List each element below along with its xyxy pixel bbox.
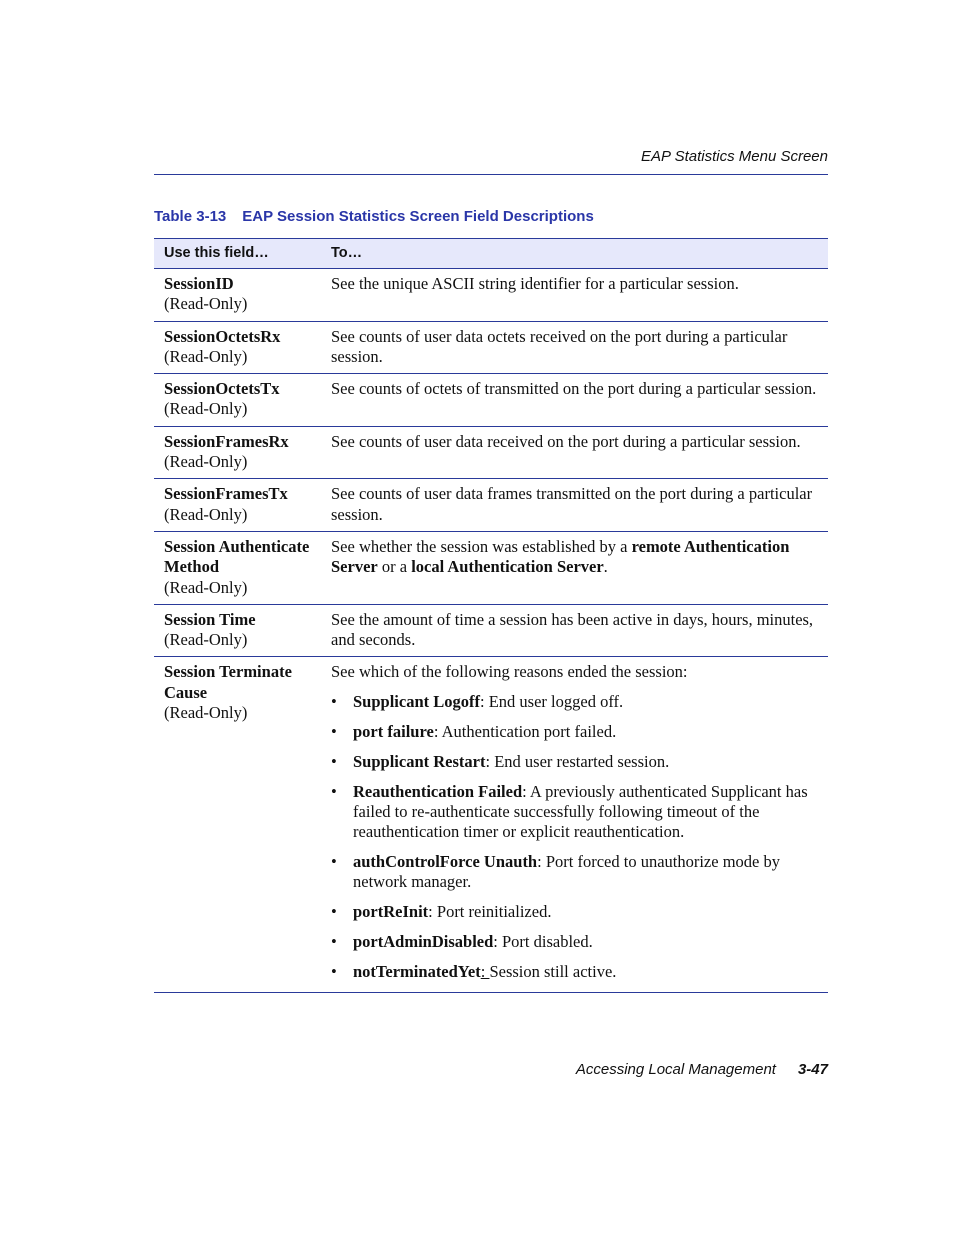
- cause-sep: :: [433, 722, 439, 742]
- read-only-note: (Read-Only): [164, 630, 248, 650]
- cause-text: Authentication port failed.: [438, 722, 617, 742]
- cause-text: Port reinitialized.: [432, 902, 552, 922]
- cause-text: A previously authenticated Supplicant has failed to re-authenticate successfully following timeout of the reauthentication timer or explicit reauthentication.: [353, 781, 808, 842]
- table-number: Table 3-13: [154, 208, 227, 225]
- cause-sep: :: [493, 931, 498, 951]
- field-cell: [154, 426, 322, 479]
- field-cell: [154, 321, 322, 374]
- cause-term: Supplicant Restart: [353, 751, 486, 771]
- field-descriptions-table: [154, 238, 828, 993]
- column-header-to: To…: [322, 239, 828, 269]
- list-item: [331, 852, 820, 893]
- list-item: [331, 902, 820, 922]
- table-row: [154, 479, 828, 532]
- cause-text: End user restarted session.: [490, 751, 670, 771]
- read-only-note: (Read-Only): [164, 504, 248, 524]
- cause-sep: :: [522, 781, 527, 801]
- table-row: [154, 657, 828, 993]
- description-cell: [322, 657, 828, 993]
- bullet-icon: •: [331, 692, 337, 712]
- bullet-icon: •: [331, 961, 337, 981]
- read-only-note: (Read-Only): [164, 577, 248, 597]
- description-cell: See counts of user data octets received on the port during a particular session.: [322, 321, 828, 374]
- desc-text: .: [603, 557, 608, 577]
- cause-sep: :: [537, 852, 542, 872]
- desc-text: See whether the session was established by a: [331, 536, 632, 556]
- read-only-note: (Read-Only): [164, 346, 248, 366]
- description-cell: See the unique ASCII string identifier for a particular session.: [322, 269, 828, 322]
- cause-term: Reauthentication Failed: [353, 781, 523, 801]
- cause-text: End user logged off.: [484, 692, 624, 712]
- list-item: [331, 962, 820, 982]
- read-only-note: (Read-Only): [164, 452, 248, 472]
- terminate-cause-list: [331, 692, 820, 982]
- field-name: Session Terminate Cause: [164, 662, 292, 702]
- cause-term: notTerminatedYet: [353, 961, 481, 981]
- field-cell: [154, 374, 322, 427]
- cause-sep: :: [480, 961, 490, 981]
- cause-term: Supplicant Logoff: [353, 692, 480, 712]
- table-row: [154, 321, 828, 374]
- read-only-note: (Read-Only): [164, 399, 248, 419]
- description-cell: See counts of user data received on the port during a particular session.: [322, 426, 828, 479]
- desc-text: or a: [377, 557, 412, 577]
- bullet-icon: •: [331, 902, 337, 922]
- cause-sep: :: [480, 692, 485, 712]
- cause-term: portAdminDisabled: [353, 931, 494, 951]
- field-name: SessionID: [164, 274, 234, 293]
- description-cell: See counts of user data frames transmitted on the port during a particular session.: [322, 479, 828, 532]
- cause-term: authControlForce Unauth: [353, 852, 538, 872]
- column-header-field: Use this field…: [154, 239, 322, 269]
- page-number: 3-47: [797, 1061, 828, 1078]
- bullet-icon: •: [331, 751, 337, 771]
- read-only-note: (Read-Only): [164, 294, 248, 314]
- description-cell: See the amount of time a session has been active in days, hours, minutes, and seconds.: [322, 604, 828, 657]
- cause-term: portReInit: [353, 902, 429, 922]
- list-item: [331, 722, 820, 742]
- table-row: [154, 531, 828, 604]
- field-name: Session Time: [164, 609, 256, 629]
- read-only-note: (Read-Only): [164, 703, 248, 723]
- bullet-icon: •: [331, 852, 337, 872]
- bullet-icon: •: [331, 722, 337, 742]
- field-name: Session Authenticate Method: [164, 536, 310, 577]
- running-header: EAP Statistics Menu Screen: [640, 148, 828, 165]
- header-rule: [154, 174, 828, 175]
- field-cell: [154, 604, 322, 657]
- table-row: [154, 374, 828, 427]
- desc-intro: See which of the following reasons ended the session:: [331, 662, 688, 682]
- field-cell: [154, 269, 322, 322]
- field-name: SessionFramesRx: [164, 431, 289, 451]
- table-row: [154, 426, 828, 479]
- desc-emphasis: local Authentication Server: [411, 557, 604, 577]
- list-item: [331, 932, 820, 952]
- list-item: [331, 752, 820, 772]
- description-cell: See counts of octets of transmitted on the port during a particular session.: [322, 374, 828, 427]
- field-name: SessionOctetsTx: [164, 379, 280, 399]
- field-name: SessionOctetsRx: [164, 326, 281, 346]
- cause-term: port failure: [353, 722, 434, 742]
- field-cell: [154, 657, 322, 993]
- cause-sep: :: [485, 751, 491, 771]
- table-caption: [154, 208, 594, 225]
- table-header-row: [154, 239, 828, 269]
- desc-emphasis: remote Authentication Server: [331, 536, 790, 577]
- table-row: [154, 269, 828, 322]
- cause-sep: :: [428, 902, 433, 922]
- footer-chapter: Accessing Local Management: [575, 1061, 776, 1078]
- table-title: EAP Session Statistics Screen Field Descriptions: [242, 208, 594, 225]
- cause-text: Session still active.: [489, 961, 617, 981]
- description-cell: [322, 531, 828, 604]
- field-cell: [154, 531, 322, 604]
- list-item: [331, 782, 820, 843]
- field-name: SessionFramesTx: [164, 484, 288, 504]
- page-footer: [154, 1061, 828, 1078]
- bullet-icon: •: [331, 931, 337, 951]
- bullet-icon: •: [331, 781, 337, 801]
- cause-text: Port forced to unauthorize mode by network manager.: [353, 852, 780, 892]
- table-row: [154, 604, 828, 657]
- field-cell: [154, 479, 322, 532]
- cause-text: Port disabled.: [497, 931, 593, 951]
- list-item: [331, 692, 820, 712]
